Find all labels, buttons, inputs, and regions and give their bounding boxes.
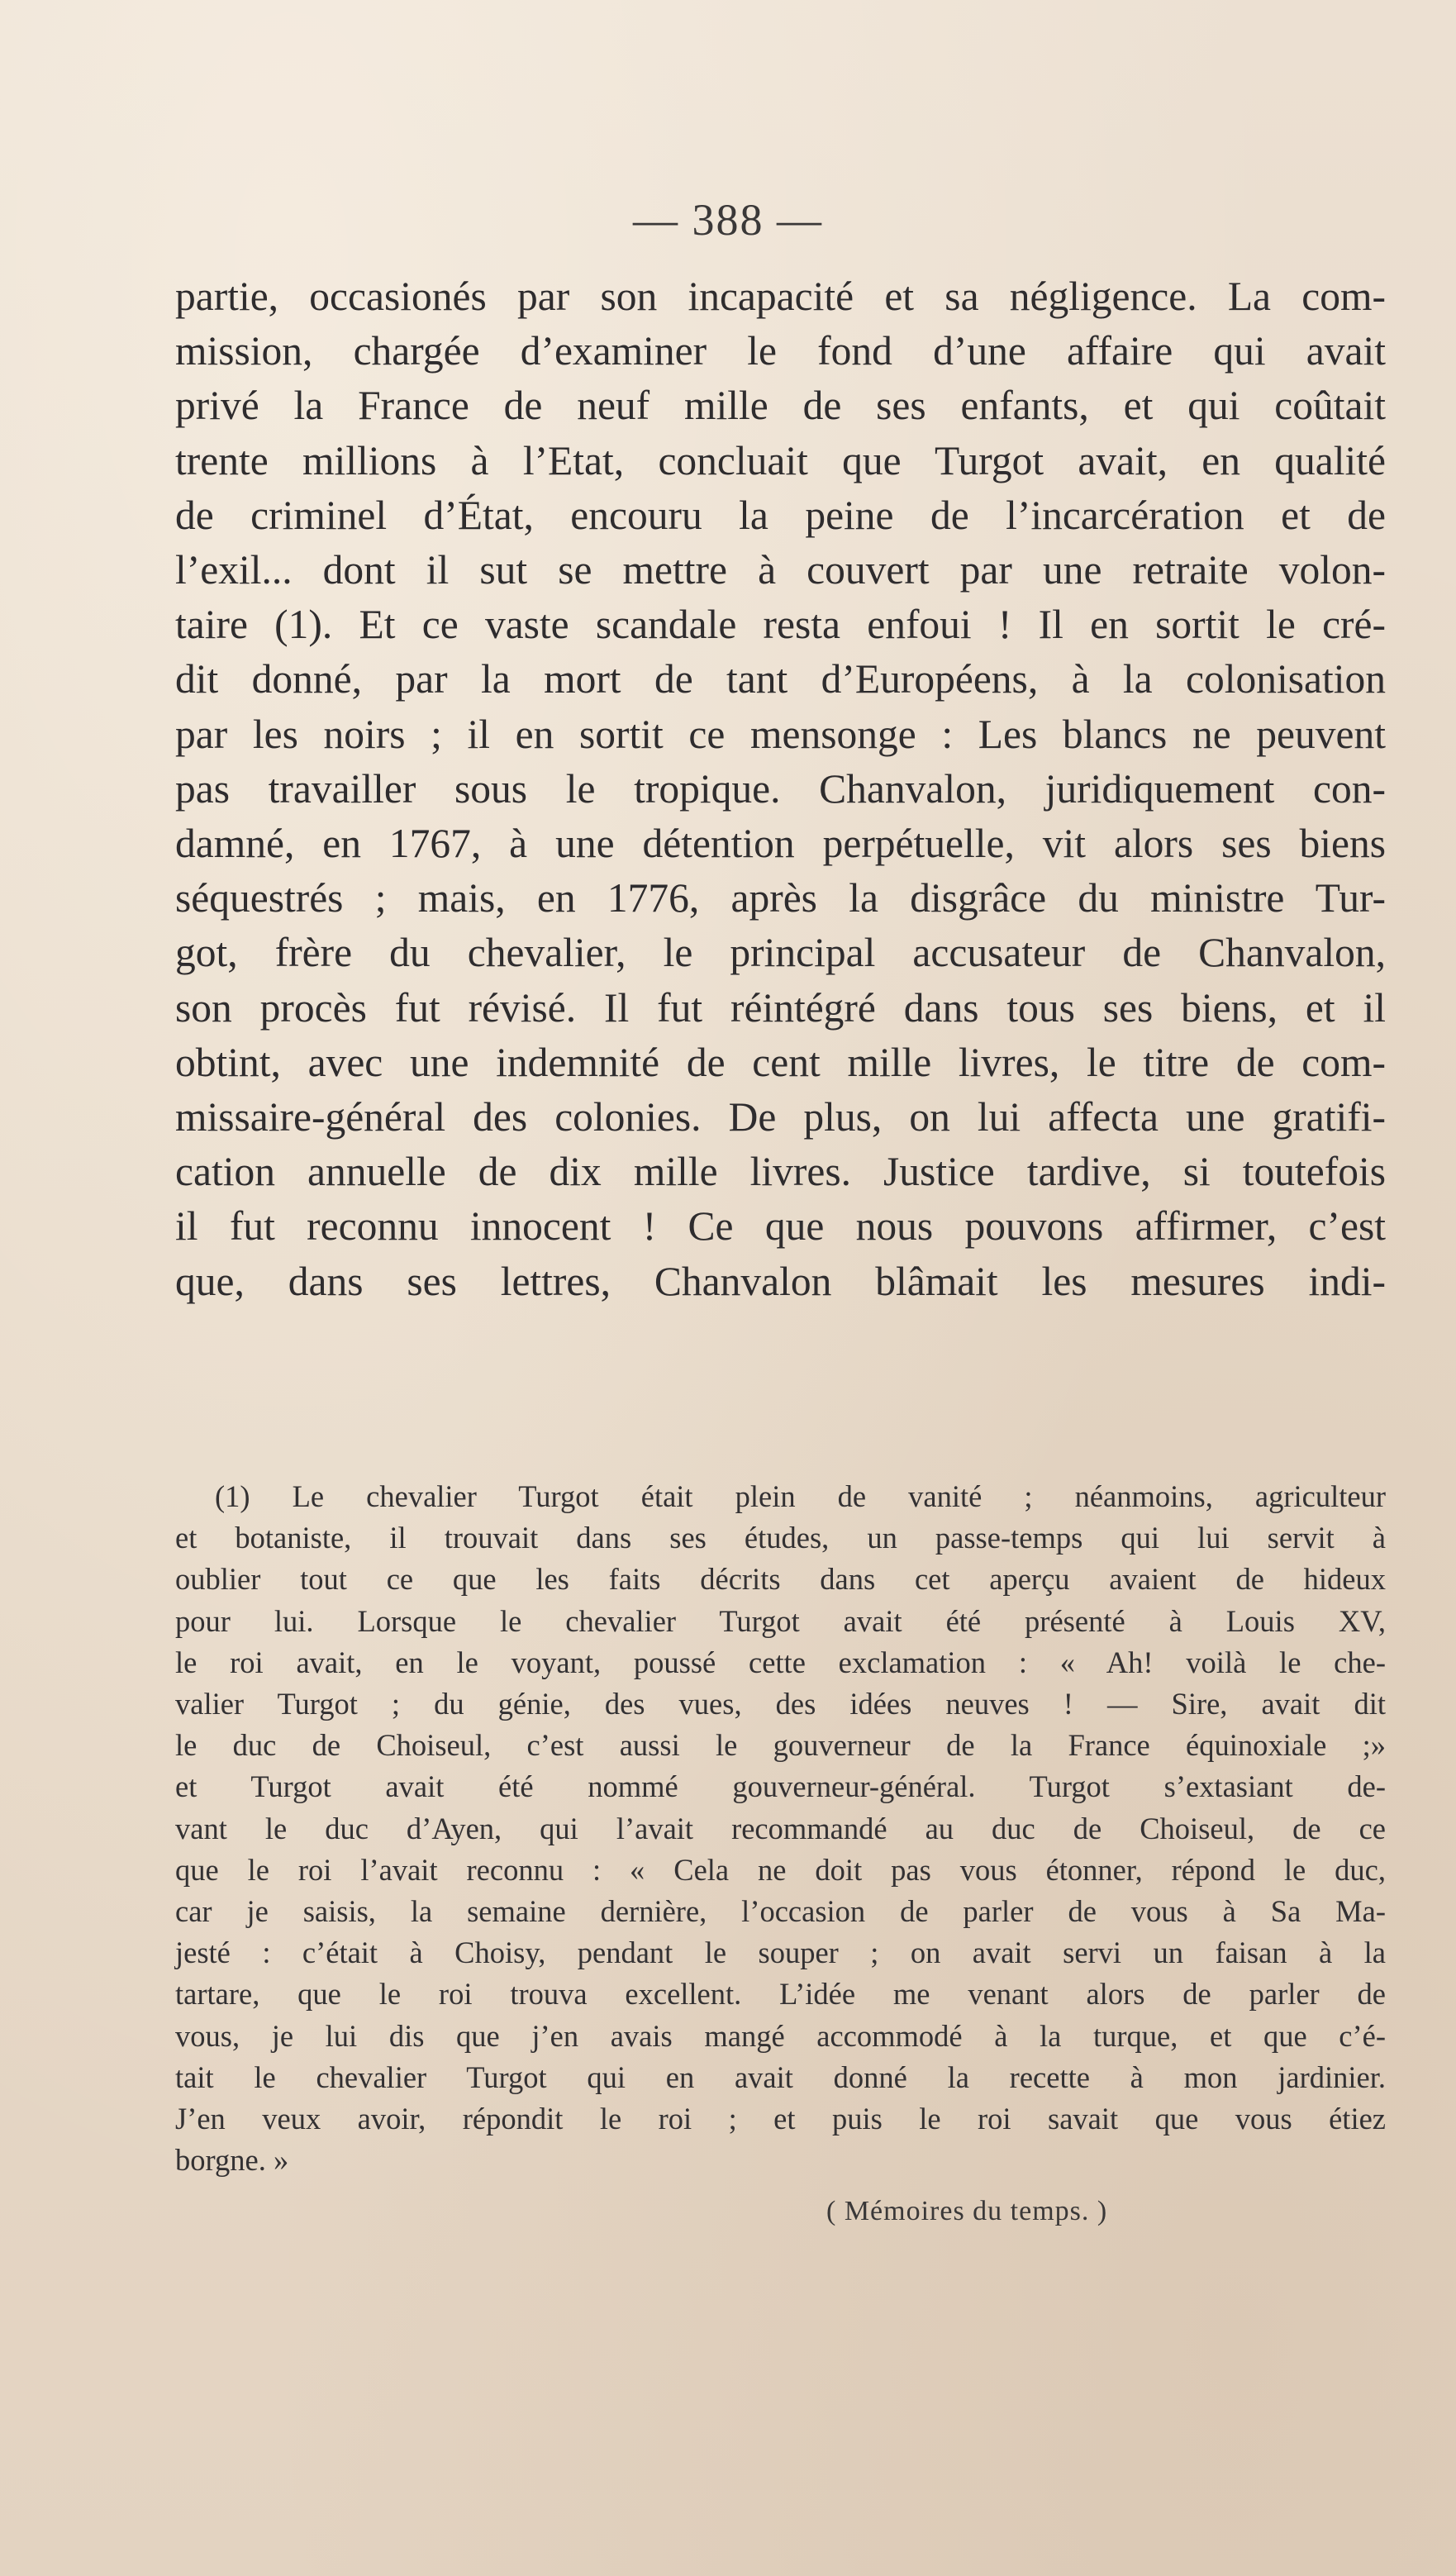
main-text-line: got, frère du chevalier, le principal accusateur de Chanvalon, [175,930,1386,976]
page-number: — 388 — [633,195,823,245]
main-text-line: séquestrés ; mais, en 1776, après la disgrâce du ministre Tur- [175,875,1386,921]
footnote-line: et botaniste, il trouvait dans ses études, un passe-temps qui lui servit à [175,1521,1386,1555]
main-text-line: privé la France de neuf mille de ses enfants, et qui coûtait [175,383,1386,429]
main-text-line: par les noirs ; il en sortit ce mensonge : Les blancs ne peuvent [175,711,1386,757]
main-text-line: taire (1). Et ce vaste scandale resta enfoui ! Il en sortit le cré- [175,602,1386,648]
main-text-line: que, dans ses lettres, Chanvalon blâmait les mesures indi- [175,1258,1386,1304]
footnote-source: ( Mémoires du temps. ) [826,2196,1108,2226]
main-text-line: de criminel d’État, encouru la peine de l’incarcération et de [175,492,1386,538]
footnote-line: vous, je lui dis que j’en avais mangé accommodé à la turque, et que c’é- [175,2018,1386,2053]
main-text-line: l’exil... dont il sut se mettre à couvert par une retraite volon- [175,547,1386,593]
footnote-line: tait le chevalier Turgot qui en avait donné la recette à mon jardinier. [175,2059,1386,2094]
footnote-line: J’en veux avoir, répondit le roi ; et puis le roi savait que vous étiez [175,2102,1386,2136]
main-text [175,269,1386,1309]
footnote-line: le duc de Choiseul, c’est aussi le gouverneur de la France équinoxiale ;» [175,1728,1386,1763]
footnote-line: tartare, que le roi trouva excellent. L’idée me venant alors de parler de [175,1977,1386,2012]
main-text-line: il fut reconnu innocent ! Ce que nous pouvons affirmer, c’est [175,1203,1386,1250]
footnote-line: pour lui. Lorsque le chevalier Turgot avait été présenté à Louis XV, [175,1603,1386,1638]
main-text-line: damné, en 1767, à une détention perpétuelle, vit alors ses biens [175,821,1386,867]
footnote-line: car je saisis, la semaine dernière, l’occasion de parler de vous à Sa Ma- [175,1894,1386,1929]
footnote [175,1476,1386,2181]
main-text-line: partie, occasionés par son incapacité et sa négligence. La com- [175,274,1386,319]
main-text-line: dit donné, par la mort de tant d’Européens, à la colonisation [175,656,1386,702]
footnote-line: borgne. » [175,2143,289,2178]
footnote-line: le roi avait, en le voyant, poussé cette exclamation : « Ah! voilà le che- [175,1645,1386,1679]
main-text-line: pas travailler sous le tropique. Chanvalon, juridiquement con- [175,765,1386,812]
footnote-line: jesté : c’était à Choisy, pendant le souper ; on avait servi un faisan à la [175,1936,1386,1970]
main-text-line: obtint, avec une indemnité de cent mille livres, le titre de com- [175,1039,1386,1085]
footnote-line: valier Turgot ; du génie, des vues, des idées neuves ! — Sire, avait dit [175,1687,1386,1721]
footnote-line: et Turgot avait été nommé gouverneur-général. Turgot s’extasiant de- [175,1769,1386,1804]
footnote-line: (1) Le chevalier Turgot était plein de vanité ; néanmoins, agriculteur [215,1479,1386,1513]
main-text-line: missaire-général des colonies. De plus, on lui affecta une gratifi- [175,1094,1386,1140]
main-text-line: cation annuelle de dix mille livres. Justice tardive, si toutefois [175,1149,1386,1195]
main-text-line: mission, chargée d’examiner le fond d’une affaire qui avait [175,328,1386,374]
footnote-line: oublier tout ce que les faits décrits dans cet aperçu avaient de hideux [175,1562,1386,1597]
main-text-line: trente millions à l’Etat, concluait que Turgot avait, en qualité [175,437,1386,483]
footnote-line: vant le duc d’Ayen, qui l’avait recommandé au duc de Choiseul, de ce [175,1811,1386,1845]
main-text-line: son procès fut révisé. Il fut réintégré dans tous ses biens, et il [175,984,1386,1031]
footnote-line: que le roi l’avait reconnu : « Cela ne doit pas vous étonner, répond le duc, [175,1852,1386,1887]
